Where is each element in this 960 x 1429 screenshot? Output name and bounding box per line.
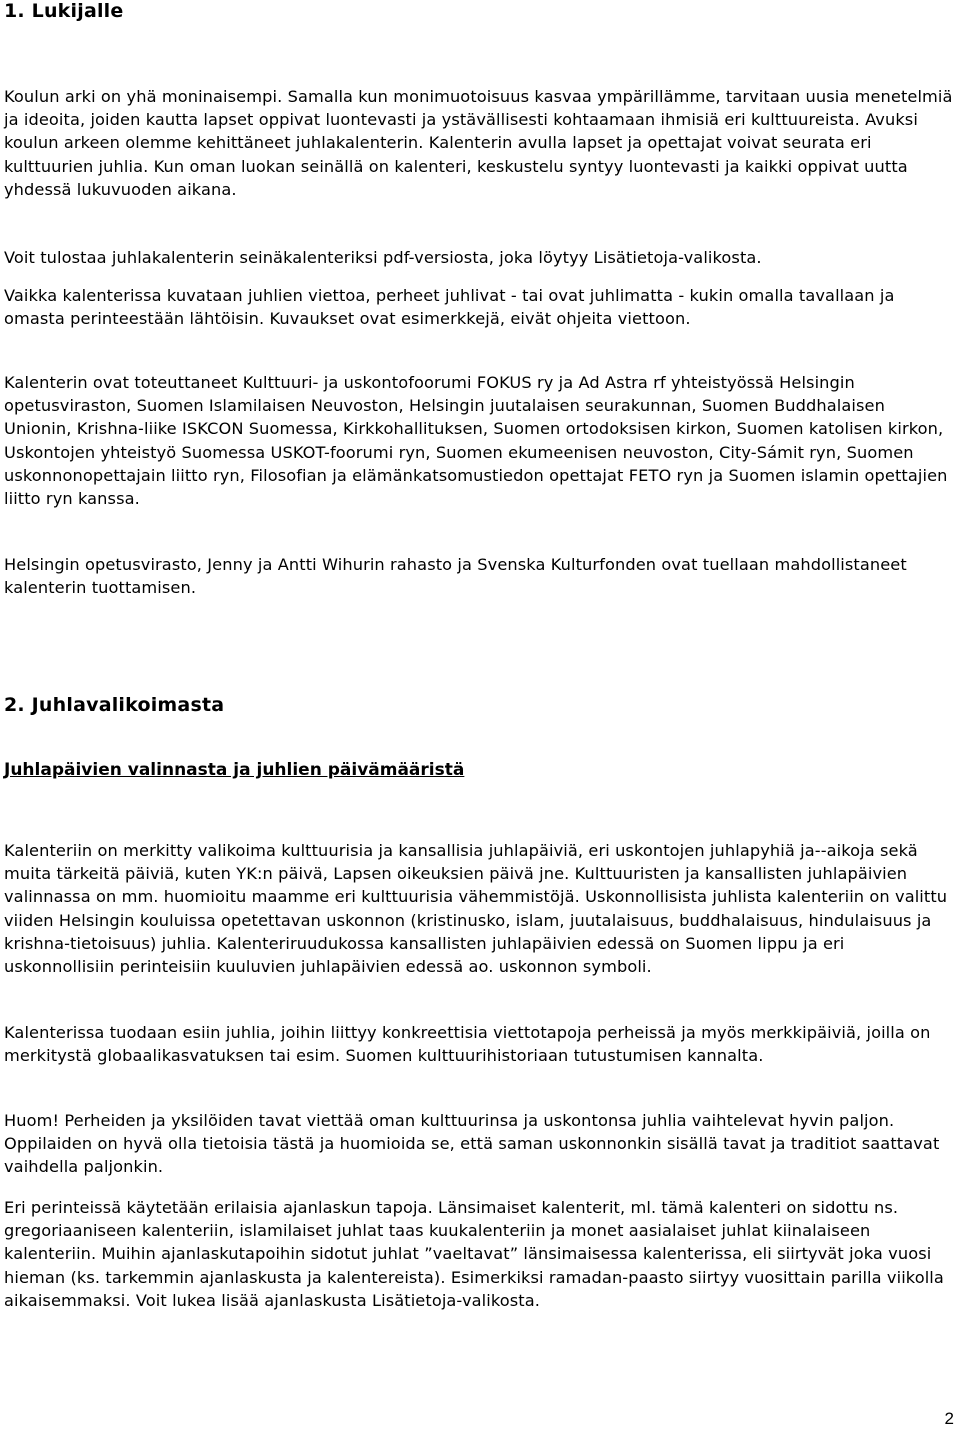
page-number: 2 [944,1409,954,1428]
section-1-paragraph-1: Koulun arki on yhä moninaisempi. Samalla kun monimuotoisuus kasvaa ympärillämme, tarvitaan uusia menetelmiä ja ideoita, joiden kautta lapset oppivat luontevasti ja ystävällisesti kohtaamaan ihmisiä eri kulttuureista. Avuksi koulun arkeen olemme kehittäneet juhlakalenterin. Kalenterin avulla lapset ja opettajat voivat seurata eri kulttuurien juhlia. Kun oman luokan seinällä on kalenteri, keskustelu syntyy luontevasti ja kaikki oppivat uutta yhdessä lukuvuoden aikana. [4,87,953,199]
section-1-paragraph-2: Voit tulostaa juhlakalenterin seinäkalenteriksi pdf-versiosta, joka löytyy Lisätietoja-valikosta. [4,248,762,267]
section-1-paragraph-5: Helsingin opetusvirasto, Jenny ja Antti Wihurin rahasto ja Svenska Kulturfonden ovat tuellaan mahdollistaneet kalenterin tuottamisen. [4,555,907,598]
section-2-paragraph-4: Eri perinteissä käytetään erilaisia ajanlaskun tapoja. Länsimaiset kalenterit, ml. tämä kalenteri on sidottu ns. gregoriaaniseen kalenteriin, islamilaiset juhlat taas kuukalenteriin ja monet aasialaiset juhlat kiinalaiseen kalenteriin. Muihin ajanlaskutapoihin sidotut juhlat ”vaeltavat” länsimaisessa kalenterissa, eli siirtyvät joka vuosi hieman (ks. tarkemmin ajanlaskusta ja kalentereista). Esimerkiksi ramadan-paasto siirtyy vuosittain parilla viikolla aikaisemmaksi. Voit lukea lisää ajanlaskusta Lisätietoja-valikosta. [4,1198,944,1310]
section-1-paragraph-4: Kalenterin ovat toteuttaneet Kulttuuri- ja uskontofoorumi FOKUS ry ja Ad Astra rf yhteistyössä Helsingin opetusviraston, Suomen Islamilaisen Neuvoston, Helsingin juutalaisen seurakunnan, Suomen Buddhalaisen Unionin, Krishna-liike ISKCON Suomessa, Kirkkohallituksen, Suomen ortodoksisen kirkon, Suomen katolisen kirkon, Uskontojen yhteistyö Suomessa USKOT-foorumi ryn, Suomen ekumeenisen neuvoston, City-Sámit ryn, Suomen uskonnonopettajain liitto ryn, Filosofian ja elämänkatsomustiedon opettajat FETO ryn ja Suomen islamin opettajien liitto ryn kanssa. [4,373,948,509]
section-2-paragraph-3: Huom! Perheiden ja yksilöiden tavat viettää oman kulttuurinsa ja uskontonsa juhlia vaihtelevat hyvin paljon. Oppilaiden on hyvä olla tietoisia tästä ja huomioida se, että saman uskonnonkin sisällä tavat ja traditiot saattavat vaihdella paljonkin. [4,1111,940,1177]
section-2-paragraph-2: Kalenterissa tuodaan esiin juhlia, joihin liittyy konkreettisia viettotapoja perheissä ja myös merkkipäiviä, joilla on merkitystä globaalikasvatuksen tai esim. Suomen kulttuurihistoriaan tutustumisen kannalta. [4,1023,931,1066]
section-2-paragraph-1: Kalenteriin on merkitty valikoima kulttuurisia ja kansallisia juhlapäiviä, eri uskontojen juhlapyhiä ja--aikoja sekä muita tärkeitä päiviä, kuten YK:n päivä, Lapsen oikeuksien päivä jne. Kulttuuristen ja kansallisten juhlapäivien valinnassa on mm. huomioitu maamme eri kulttuurisia vähemmistöjä. Uskonnollisista juhlista kalenteriin on valittu viiden Helsingin kouluissa opetettavan uskonnon (kristinusko, islam, juutalaisuus, buddhalaisuus, hindulaisuus ja krishna-tietoisuus) juhlia. Kalenteriruudukossa kansallisten juhlapäivien edessä on Suomen lippu ja eri uskonnollisiin perinteisiin kuuluvien juhlapäivien edessä ao. uskonnon symboli. [4,841,948,977]
section-1-title: 1. Lukijalle [4,0,124,22]
section-2-subtitle: Juhlapäivien valinnasta ja juhlien päivämääristä [4,760,465,780]
section-1-paragraph-3: Vaikka kalenterissa kuvataan juhlien viettoa, perheet juhlivat - tai ovat juhlimatta - kukin omalla tavallaan ja omasta perinteestään lähtöisin. Kuvaukset ovat esimerkkejä, eivät ohjeita viettoon. [4,286,895,329]
section-2-title: 2. Juhlavalikoimasta [4,694,225,716]
